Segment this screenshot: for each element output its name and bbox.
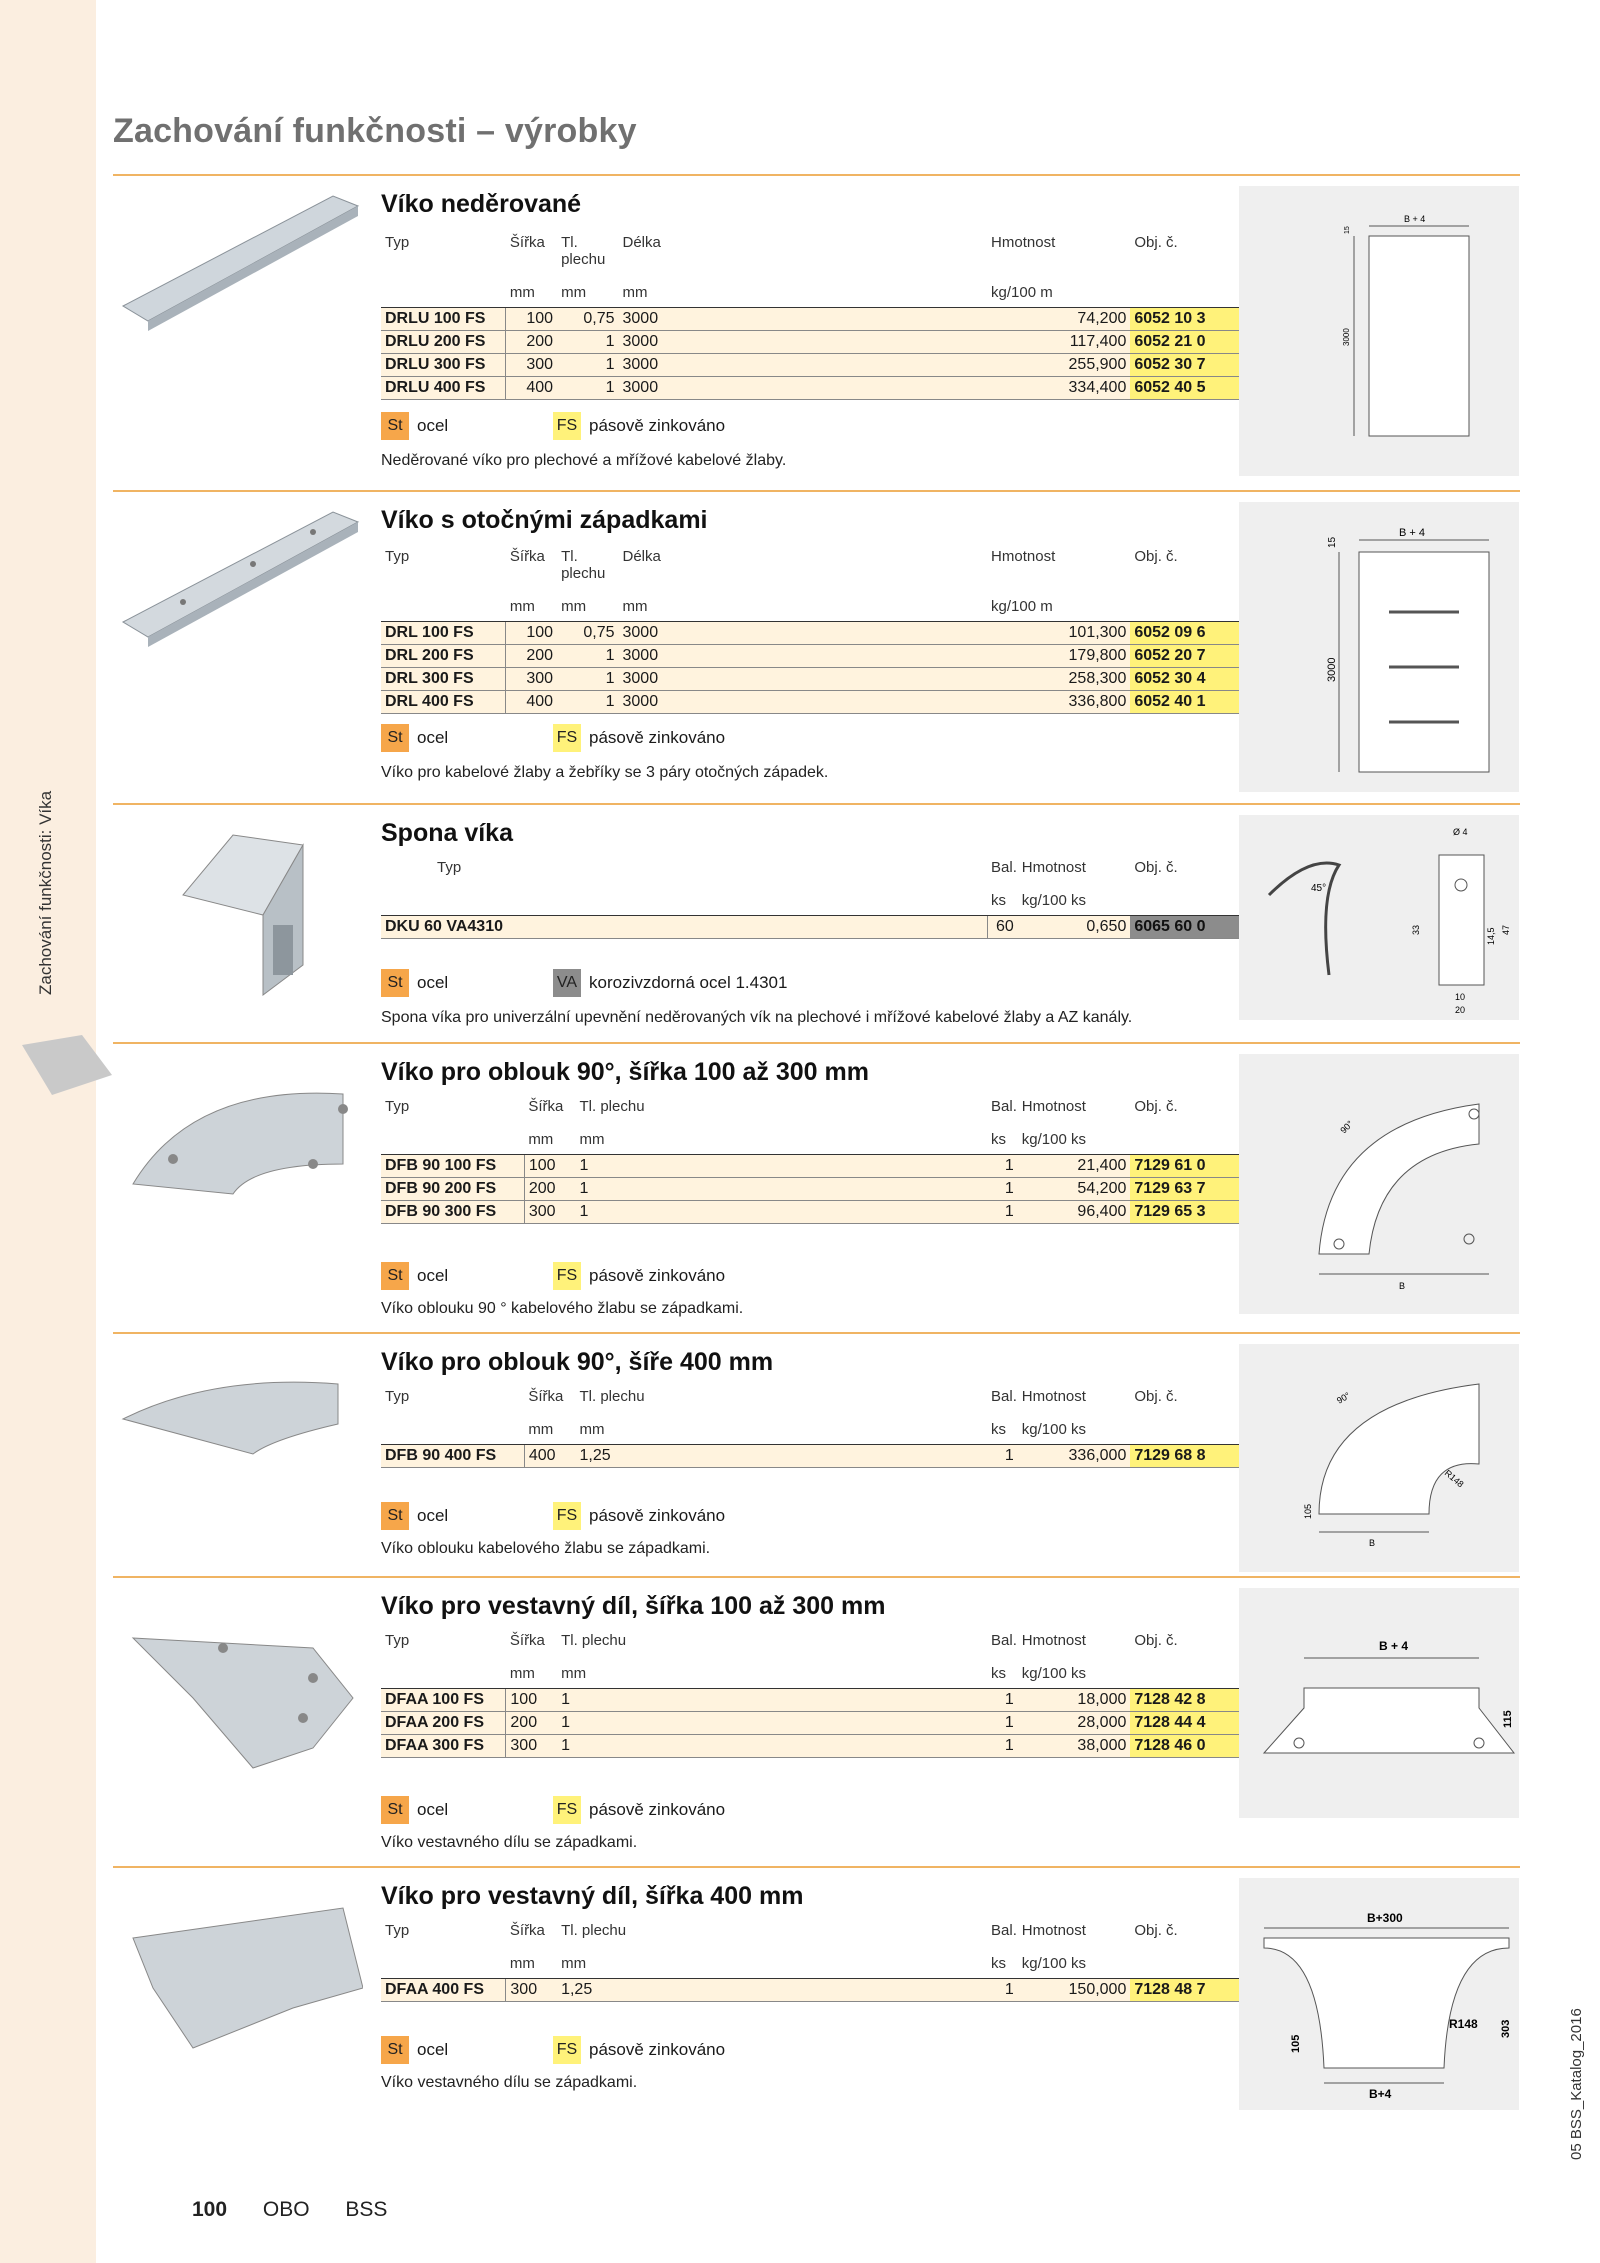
section-oblouk-400 [113,1332,1520,1567]
table-header-cell: Tl. plechu [579,1388,645,1405]
product-table [381,1920,1243,2002]
table-cell: 18,000 [1018,1689,1131,1712]
table-header-cell: mm [506,270,557,308]
table-header-cell: Bal. [991,1922,1017,1939]
table-header-cell: Tl. plechu [561,234,606,268]
technical-drawing [1239,815,1519,1020]
table-cell: 300 [506,668,557,691]
section-description: Spona víka pro univerzální upevnění neděrovaných vík na plechové i mřížové kabelové žlaby a AZ kanály. [381,1009,1133,1026]
section-title: Víko pro oblouk 90°, šíře 400 mm [381,1348,774,1376]
fs-tag: FS [553,412,581,440]
table-cell: 6052 20 7 [1130,645,1243,668]
table-header-cell: ks [987,878,1018,916]
table-cell: 255,900 [987,354,1130,377]
table-cell: 54,200 [1018,1178,1131,1201]
table-row [381,1979,1243,2002]
svg-text:Ø 4: Ø 4 [1453,827,1468,837]
table-cell: 7128 46 0 [1130,1735,1243,1758]
table-header-cell: Délka [622,234,661,251]
material-legend: St ocel FS pásově zinkováno [381,1502,725,1530]
table-header [381,1096,1243,1117]
table-cell: DFB 90 300 FS [381,1201,524,1224]
section-description: Neděrované víko pro plechové a mřížové kabelové žlaby. [381,452,787,469]
svg-text:15: 15 [1327,536,1338,548]
table-cell: 258,300 [987,668,1130,691]
table-header-cell: Šířka [528,1388,564,1405]
table-header-cell: Obj. č. [1134,1388,1178,1405]
table-header-cell: Šířka [509,1632,545,1649]
table-cell: 1 [576,1201,988,1224]
table-header-cell: mm [557,1651,987,1689]
table-row [381,668,1243,691]
material-legend: St ocel FS pásově zinkováno [381,724,725,752]
table-row [381,331,1243,354]
table-cell: 1 [987,1178,1018,1201]
table-header-cell: Tl. plechu [579,1098,645,1115]
svg-text:B+4: B+4 [1369,2087,1392,2101]
table-row [381,1178,1243,1201]
table-cell: 3000 [619,645,988,668]
table-header-cell: Typ [385,234,410,251]
table-header-cell: kg/100 m [987,270,1130,308]
table-cell: 1 [557,331,618,354]
table-row [381,691,1243,714]
table-header-cell: Hmotnost [1021,1922,1086,1939]
table-header-cell: Tl. plechu [561,548,606,582]
table-header-cell: Obj. č. [1134,859,1178,876]
table-cell: 100 [506,1689,557,1712]
table-header-cell: Délka [622,548,661,565]
table-cell: 6052 30 4 [1130,668,1243,691]
table-header-cell: ks [987,1651,1018,1689]
table-cell: 7128 42 8 [1130,1689,1243,1712]
table-header [381,546,1243,584]
table-cell: 0,75 [557,622,618,645]
table-cell: 3000 [619,668,988,691]
side-strip [0,0,96,2263]
side-label: Zachování funkčnosti: Víka [36,790,55,995]
product-table [381,546,1243,714]
section-viko-nederovane [113,174,1520,482]
table-cell: 1 [987,1445,1018,1468]
table-cell: 96,400 [1018,1201,1131,1224]
table-cell: DFAA 100 FS [381,1689,506,1712]
table-cell: DKU 60 VA4310 [381,916,987,939]
table-cell: 7128 44 4 [1130,1712,1243,1735]
table-header-cell: Typ [385,1098,410,1115]
table-header-cell: Typ [437,859,462,876]
table-header-cell: Bal. [991,859,1017,876]
table-header-cell [381,1407,524,1445]
svg-text:B: B [1399,1281,1406,1291]
svg-text:47: 47 [1501,924,1511,935]
table-cell: 6052 40 5 [1130,377,1243,400]
section-description: Víko vestavného dílu se západkami. [381,2074,638,2091]
table-header-cell: mm [557,1941,987,1979]
table-cell: 1 [987,1735,1018,1758]
table-header-cell [1130,1117,1243,1155]
table-header-cell [381,1651,506,1689]
table-cell: 101,300 [987,622,1130,645]
table-cell: 1 [987,1155,1018,1178]
section-vestavny-400 [113,1866,1520,2106]
table-cell: DFAA 300 FS [381,1735,506,1758]
table-cell: 1 [987,1689,1018,1712]
svg-text:45°: 45° [1311,883,1327,894]
table-units [381,878,1243,916]
product-table [381,1386,1243,1468]
table-row [381,1689,1243,1712]
table-cell: 7129 63 7 [1130,1178,1243,1201]
table-cell: DRL 300 FS [381,668,506,691]
table-cell: 336,800 [987,691,1130,714]
svg-text:10: 10 [1455,992,1466,1002]
svg-text:105: 105 [1303,1503,1313,1519]
st-tag: St [381,412,409,440]
table-header-cell: mm [524,1117,575,1155]
table-cell: 300 [506,1979,557,2002]
table-header-cell [381,878,987,916]
product-image-cover-plain [113,186,363,386]
table-cell: 1 [557,354,618,377]
table-header-cell: Hmotnost [991,234,1056,251]
svg-text:B + 4: B + 4 [1399,527,1425,539]
va-tag: VA [553,969,581,997]
table-cell: 400 [506,691,557,714]
table-cell: 1 [987,1201,1018,1224]
table-cell: 60 [987,916,1018,939]
table-cell: 6052 09 6 [1130,622,1243,645]
product-image-tee-cover-400 [113,1878,363,2078]
table-cell: 74,200 [987,308,1130,331]
table-header-cell [381,1117,524,1155]
table-row [381,377,1243,400]
table-cell: 1 [576,1178,988,1201]
table-header-cell: Typ [385,1922,410,1939]
table-cell: 150,000 [1018,1979,1131,2002]
table-cell: 7128 48 7 [1130,1979,1243,2002]
table-units [381,584,1243,622]
table-cell: DFB 90 100 FS [381,1155,524,1178]
table-cell: 1 [557,1712,987,1735]
table-cell: 6052 21 0 [1130,331,1243,354]
table-header-cell: Hmotnost [1021,1632,1086,1649]
table-header [381,1920,1243,1941]
page-footer [192,2198,387,2222]
table-header-cell [1130,878,1243,916]
table-header-cell: ks [987,1117,1018,1155]
table-header-cell: kg/100 ks [1018,1651,1131,1689]
table-cell: 200 [524,1178,575,1201]
product-table [381,232,1243,400]
table-header-cell: kg/100 m [987,584,1130,622]
table-cell: 3000 [619,691,988,714]
technical-drawing [1239,1344,1519,1572]
table-header-cell: Bal. [991,1632,1017,1649]
table-units [381,1407,1243,1445]
table-header-cell: Typ [385,1388,410,1405]
product-image-tee-cover [113,1588,363,1788]
table-header-cell: mm [619,270,988,308]
section-description: Víko vestavného dílu se západkami. [381,1834,638,1851]
page-title: Zachování funkčnosti – výrobky [113,112,637,150]
table-cell: 3000 [619,622,988,645]
table-header-cell: Obj. č. [1134,1922,1178,1939]
table-units [381,1117,1243,1155]
table-row [381,622,1243,645]
table-header-cell: Obj. č. [1134,1098,1178,1115]
table-cell: DFAA 200 FS [381,1712,506,1735]
table-cell: 38,000 [1018,1735,1131,1758]
svg-text:B+300: B+300 [1367,1911,1403,1925]
table-cell: 100 [524,1155,575,1178]
table-header-cell: Tl. plechu [561,1922,627,1939]
side-tab-marker [22,1035,112,1095]
table-cell: 1,25 [557,1979,987,2002]
table-header-cell: kg/100 ks [1018,1407,1131,1445]
section-oblouk-100-300 [113,1042,1520,1322]
table-header-cell: mm [524,1407,575,1445]
section-description: Víko pro kabelové žlaby a žebříky se 3 páry otočných západek. [381,764,829,781]
table-cell: 7129 68 8 [1130,1445,1243,1468]
table-cell: 3000 [619,354,988,377]
table-row [381,645,1243,668]
table-cell: 200 [506,331,557,354]
table-header-cell: Šířka [509,234,545,251]
table-header [381,1386,1243,1407]
table-row [381,916,1243,939]
table-cell: 1 [557,691,618,714]
section-title: Víko pro vestavný díl, šířka 400 mm [381,1882,804,1910]
product-line: BSS [345,2198,388,2221]
table-header-cell: Hmotnost [1021,859,1086,876]
table-cell: 7129 61 0 [1130,1155,1243,1178]
table-header [381,1630,1243,1651]
table-header-cell: mm [576,1117,988,1155]
table-cell: 179,800 [987,645,1130,668]
svg-text:B: B [1369,1538,1376,1548]
table-cell: 1 [576,1155,988,1178]
table-cell: 100 [506,622,557,645]
table-header [381,232,1243,270]
technical-drawing [1239,1588,1519,1818]
product-image-clip [113,815,363,1015]
table-cell: DRLU 400 FS [381,377,506,400]
table-cell: 1 [557,645,618,668]
table-header-cell: Obj. č. [1134,1632,1178,1649]
brand: OBO [262,2198,310,2221]
table-cell: 3000 [619,308,988,331]
table-row [381,1735,1243,1758]
table-header-cell: Tl. plechu [561,1632,627,1649]
table-header-cell: Bal. [991,1098,1017,1115]
page-number: 100 [192,2198,228,2221]
section-title: Víko s otočnými západkami [381,506,708,534]
table-cell: 400 [506,377,557,400]
svg-text:14,5: 14,5 [1486,927,1496,945]
table-cell: 200 [506,1712,557,1735]
table-header-cell: kg/100 ks [1018,878,1131,916]
table-header-cell: Šířka [509,1922,545,1939]
table-cell: DRLU 200 FS [381,331,506,354]
section-description: Víko oblouku 90 ° kabelového žlabu se západkami. [381,1300,744,1317]
table-cell: 6052 10 3 [1130,308,1243,331]
product-table [381,857,1243,939]
table-header [381,857,1243,878]
table-cell: 1 [557,668,618,691]
table-header-cell: ks [987,1941,1018,1979]
table-header-cell [1130,270,1243,308]
section-title: Víko pro vestavný díl, šířka 100 až 300 mm [381,1592,886,1620]
catalog-reference: 05 BSS_Katalog_2016 [1568,2008,1585,2160]
table-header-cell: Obj. č. [1134,234,1178,251]
table-cell: DFB 90 400 FS [381,1445,524,1468]
table-cell: 6052 40 1 [1130,691,1243,714]
table-cell: 3000 [619,377,988,400]
table-header-cell: mm [506,584,557,622]
svg-text:B + 4: B + 4 [1379,1639,1409,1653]
table-header-cell [381,1941,506,1979]
table-cell: DRL 100 FS [381,622,506,645]
table-cell: DFAA 400 FS [381,1979,506,2002]
table-header-cell [1130,1941,1243,1979]
table-cell: 1,25 [576,1445,988,1468]
section-vestavny-100-300 [113,1576,1520,1856]
section-title: Víko pro oblouk 90°, šířka 100 až 300 mm [381,1058,869,1086]
table-header-cell: Bal. [991,1388,1017,1405]
table-cell: 200 [506,645,557,668]
table-cell: 300 [506,1735,557,1758]
table-cell: 336,000 [1018,1445,1131,1468]
table-cell: 6065 60 0 [1130,916,1243,939]
svg-text:115: 115 [1502,1710,1514,1728]
table-header-cell: ks [987,1407,1018,1445]
table-header-cell [1130,1651,1243,1689]
table-cell: 1 [557,377,618,400]
svg-text:33: 33 [1411,924,1421,935]
svg-text:20: 20 [1455,1005,1466,1015]
table-cell: 334,400 [987,377,1130,400]
table-cell: 1 [557,1689,987,1712]
table-header-cell: mm [576,1407,988,1445]
table-cell: 0,75 [557,308,618,331]
table-cell: 28,000 [1018,1712,1131,1735]
table-cell: 0,650 [1018,916,1131,939]
table-header-cell [1130,584,1243,622]
table-cell: 3000 [619,331,988,354]
svg-text:R148: R148 [1449,2017,1478,2031]
table-header-cell: Typ [385,1632,410,1649]
table-row [381,1201,1243,1224]
table-header-cell: mm [506,1941,557,1979]
table-cell: 1 [557,1735,987,1758]
table-row [381,308,1243,331]
svg-text:90°: 90° [1335,1390,1352,1406]
table-header-cell: mm [557,270,618,308]
table-cell: 1 [987,1979,1018,2002]
table-row [381,354,1243,377]
product-image-cover-latches [113,502,363,702]
table-header-cell: Typ [385,548,410,565]
svg-text:B + 4: B + 4 [1404,214,1426,224]
table-header-cell [1130,1407,1243,1445]
table-units [381,270,1243,308]
svg-text:R148: R148 [1442,1467,1466,1490]
material-legend: St ocel VA korozivzdorná ocel 1.4301 [381,969,787,997]
svg-text:303: 303 [1500,2019,1512,2038]
table-cell: DFB 90 200 FS [381,1178,524,1201]
table-header-cell: Obj. č. [1134,548,1178,565]
section-title: Víko neděrované [381,190,582,218]
table-header-cell: mm [619,584,988,622]
table-cell: DRL 200 FS [381,645,506,668]
table-header-cell: mm [557,584,618,622]
table-cell: 1 [987,1712,1018,1735]
svg-text:105: 105 [1290,2034,1302,2053]
svg-text:3000: 3000 [1342,328,1351,346]
section-description: Víko oblouku kabelového žlabu se západkami. [381,1540,711,1557]
table-cell: 21,400 [1018,1155,1131,1178]
table-cell: 300 [524,1201,575,1224]
svg-text:90°: 90° [1338,1118,1356,1136]
section-viko-zapadky [113,490,1520,795]
section-title: Spona víka [381,819,513,847]
product-image-bend-cover-400 [113,1344,363,1544]
table-cell: 7129 65 3 [1130,1201,1243,1224]
table-row [381,1445,1243,1468]
technical-drawing [1239,186,1519,476]
table-header-cell [381,584,506,622]
table-cell: 400 [524,1445,575,1468]
svg-text:15: 15 [1344,226,1351,234]
table-cell: DRL 400 FS [381,691,506,714]
technical-drawing [1239,1878,1519,2110]
table-header-cell: kg/100 ks [1018,1117,1131,1155]
table-cell: 300 [506,354,557,377]
table-cell: 117,400 [987,331,1130,354]
material-legend: St ocel FS pásově zinkováno [381,2036,725,2064]
table-header-cell: Hmotnost [1021,1098,1086,1115]
table-header-cell: Hmotnost [1021,1388,1086,1405]
table-units [381,1941,1243,1979]
product-image-bend-cover [113,1054,363,1254]
table-cell: DRLU 300 FS [381,354,506,377]
material-legend: St ocel FS pásově zinkováno [381,1796,725,1824]
table-header-cell: kg/100 ks [1018,1941,1131,1979]
table-header-cell: Šířka [509,548,545,565]
table-row [381,1155,1243,1178]
material-legend: St ocel FS pásově zinkováno [381,1262,725,1290]
product-table [381,1096,1243,1224]
technical-drawing [1239,1054,1519,1314]
table-header-cell: Šířka [528,1098,564,1115]
table-cell: DRLU 100 FS [381,308,506,331]
table-units [381,1651,1243,1689]
product-table [381,1630,1243,1758]
table-cell: 100 [506,308,557,331]
table-cell: 6052 30 7 [1130,354,1243,377]
section-spona-vika [113,803,1520,1038]
technical-drawing [1239,502,1519,792]
svg-text:3000: 3000 [1326,657,1338,682]
table-header-cell [381,270,506,308]
table-header-cell: mm [506,1651,557,1689]
table-header-cell: Hmotnost [991,548,1056,565]
material-legend: St ocel FS pásově zinkováno [381,412,725,440]
table-row [381,1712,1243,1735]
